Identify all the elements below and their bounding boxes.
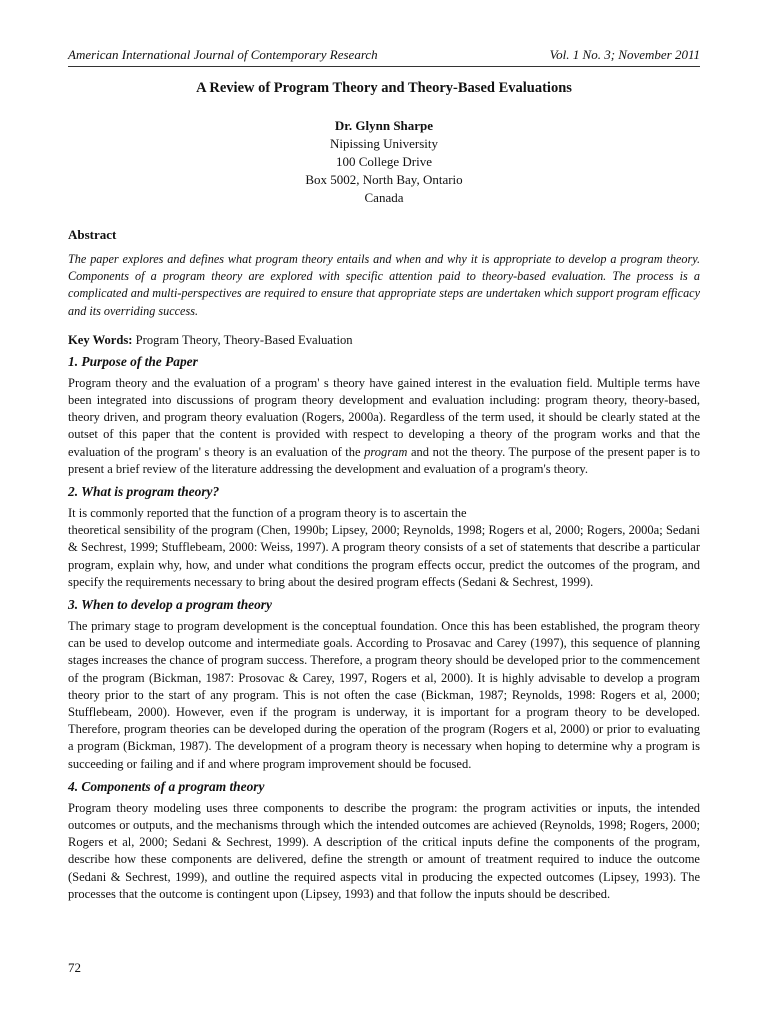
keywords-line: [68, 331, 700, 349]
article-body: [68, 78, 700, 907]
section-paragraph-1: [68, 375, 700, 478]
running-header: [68, 46, 700, 67]
section-2-text: theoretical sensibility of the program (Chen, 1990b; Lipsey, 2000; Reynolds, 1998; Rogers et al, 2000; Rogers, 2000a; Sedani & Sechrest, 1999; Stufflebeam, 2000: Weiss, 1997). A program theory consists of a set of statements that describe a particular program, explain why, how, and under what conditions the program effects occur, predict the outcomes of the program, and specify the requirements necessary to bring about the desired program effects (Sedani & Sechrest, 1999).: [68, 523, 700, 589]
section-heading-1: 1. Purpose of the Paper: [68, 353, 198, 369]
author-name: Dr. Glynn Sharpe: [334, 118, 434, 133]
abstract-heading: Abstract: [68, 227, 117, 242]
abstract-text: The paper explores and defines what program theory entails and when and why it is appropriate to develop a program theory. Components of a program theory are explored with specific attention paid to theory-based evaluation. The process is a complicated and multi-perspectives are required to ensure that appropriate steps are undertaken which support program efficacy and its overriding success.: [68, 252, 700, 318]
author-address-line1: 100 College Drive: [335, 154, 433, 169]
section-heading-2: 2. What is program theory?: [68, 484, 220, 500]
section-1-italic-word: program: [364, 444, 408, 459]
author-address-line2: Box 5002, North Bay, Ontario: [305, 172, 463, 187]
keywords-text: Program Theory, Theory-Based Evaluation: [135, 332, 353, 347]
author-country: Canada: [364, 190, 404, 205]
article-title: A Review of Program Theory and Theory-Based Evaluations: [196, 80, 572, 96]
author-block: [68, 117, 700, 207]
section-paragraph-4: Program theory modeling uses three components to describe the program: the program activities or inputs, the intended outcomes or outputs, and the mechanisms through which the intended outcomes are achieved (Reynolds, 1998; Rogers, 2000; Rogers et al, 2000; Sedani & Sechrest, 1999). A description of the critical inputs define the components of the program, describe how these components are delivered, define the strength or amount of treatment required to induce the outcome (Sedani & Sechrest, 1999), and outline the required aspects vital in producing the expected outcomes (Lipsey, 1993). The processes that the outcome is contingent upon (Lipsey, 1993) and that follow the inputs should be described.: [68, 800, 700, 901]
issue-info: Vol. 1 No. 3; November 2011: [549, 47, 700, 62]
section-2-first-line: It is commonly reported that the function of a program theory is to ascertain the: [68, 506, 467, 521]
section-paragraph-3: The primary stage to program development is the conceptual foundation. Once this has been established, the program theory can be used to develop outcome and intermediate goals. According to Prosavac and Carey (1997), this sequence of planning stages increases the chance of program success. Therefore, a program theory should be developed prior to the commencement of the program (Bickman, 1987: Prosovac & Carey, 1997, Rogers et al, 2000). It is highly advisable to develop a program theory prior to the start of any program. This is not often the case (Bickman, 1987; Reynolds, 1998: Rogers et al, 2000; Stufflebeam, 2000). However, even if the program is underway, it is important for a program theory to be developed. Therefore, program theories can be developed during the operation of the program (Rogers et al, 2000) or prior to evaluating a program (Bickman, 1987). The development of a program theory is necessary when hoping to determine why a program is succeeding or failing and if and where program improvement should be focused.: [68, 619, 700, 771]
author-affiliation: Nipissing University: [330, 136, 438, 151]
keywords-label: Key Words:: [68, 332, 133, 347]
section-heading-3: 3. When to develop a program theory: [68, 597, 272, 613]
page-number: 72: [68, 960, 81, 975]
journal-name: American International Journal of Contemporary Research: [68, 47, 378, 62]
section-heading-4: 4. Components of a program theory: [68, 778, 265, 794]
section-paragraph-2: [68, 505, 700, 591]
section-1-text-after: and not the theory. The purpose of the present paper is to present a brief review of the literature addressing the development and evaluation of a program's theory.: [68, 444, 701, 476]
section-1-text-before: Program theory and the evaluation of a program' s theory have gained interest in the evaluation field. Multiple terms have been integrated into discussions of program theory development and evaluation including: program theory, theory-based, theory driven, and program theory evaluation (Rogers, 2000a). Regardless of the term used, it should be clearly stated at the outset of this paper that the content is provided with respect to developing a theory of the program works and that the evaluation of the program' s theory is an evaluation of the: [68, 375, 700, 459]
